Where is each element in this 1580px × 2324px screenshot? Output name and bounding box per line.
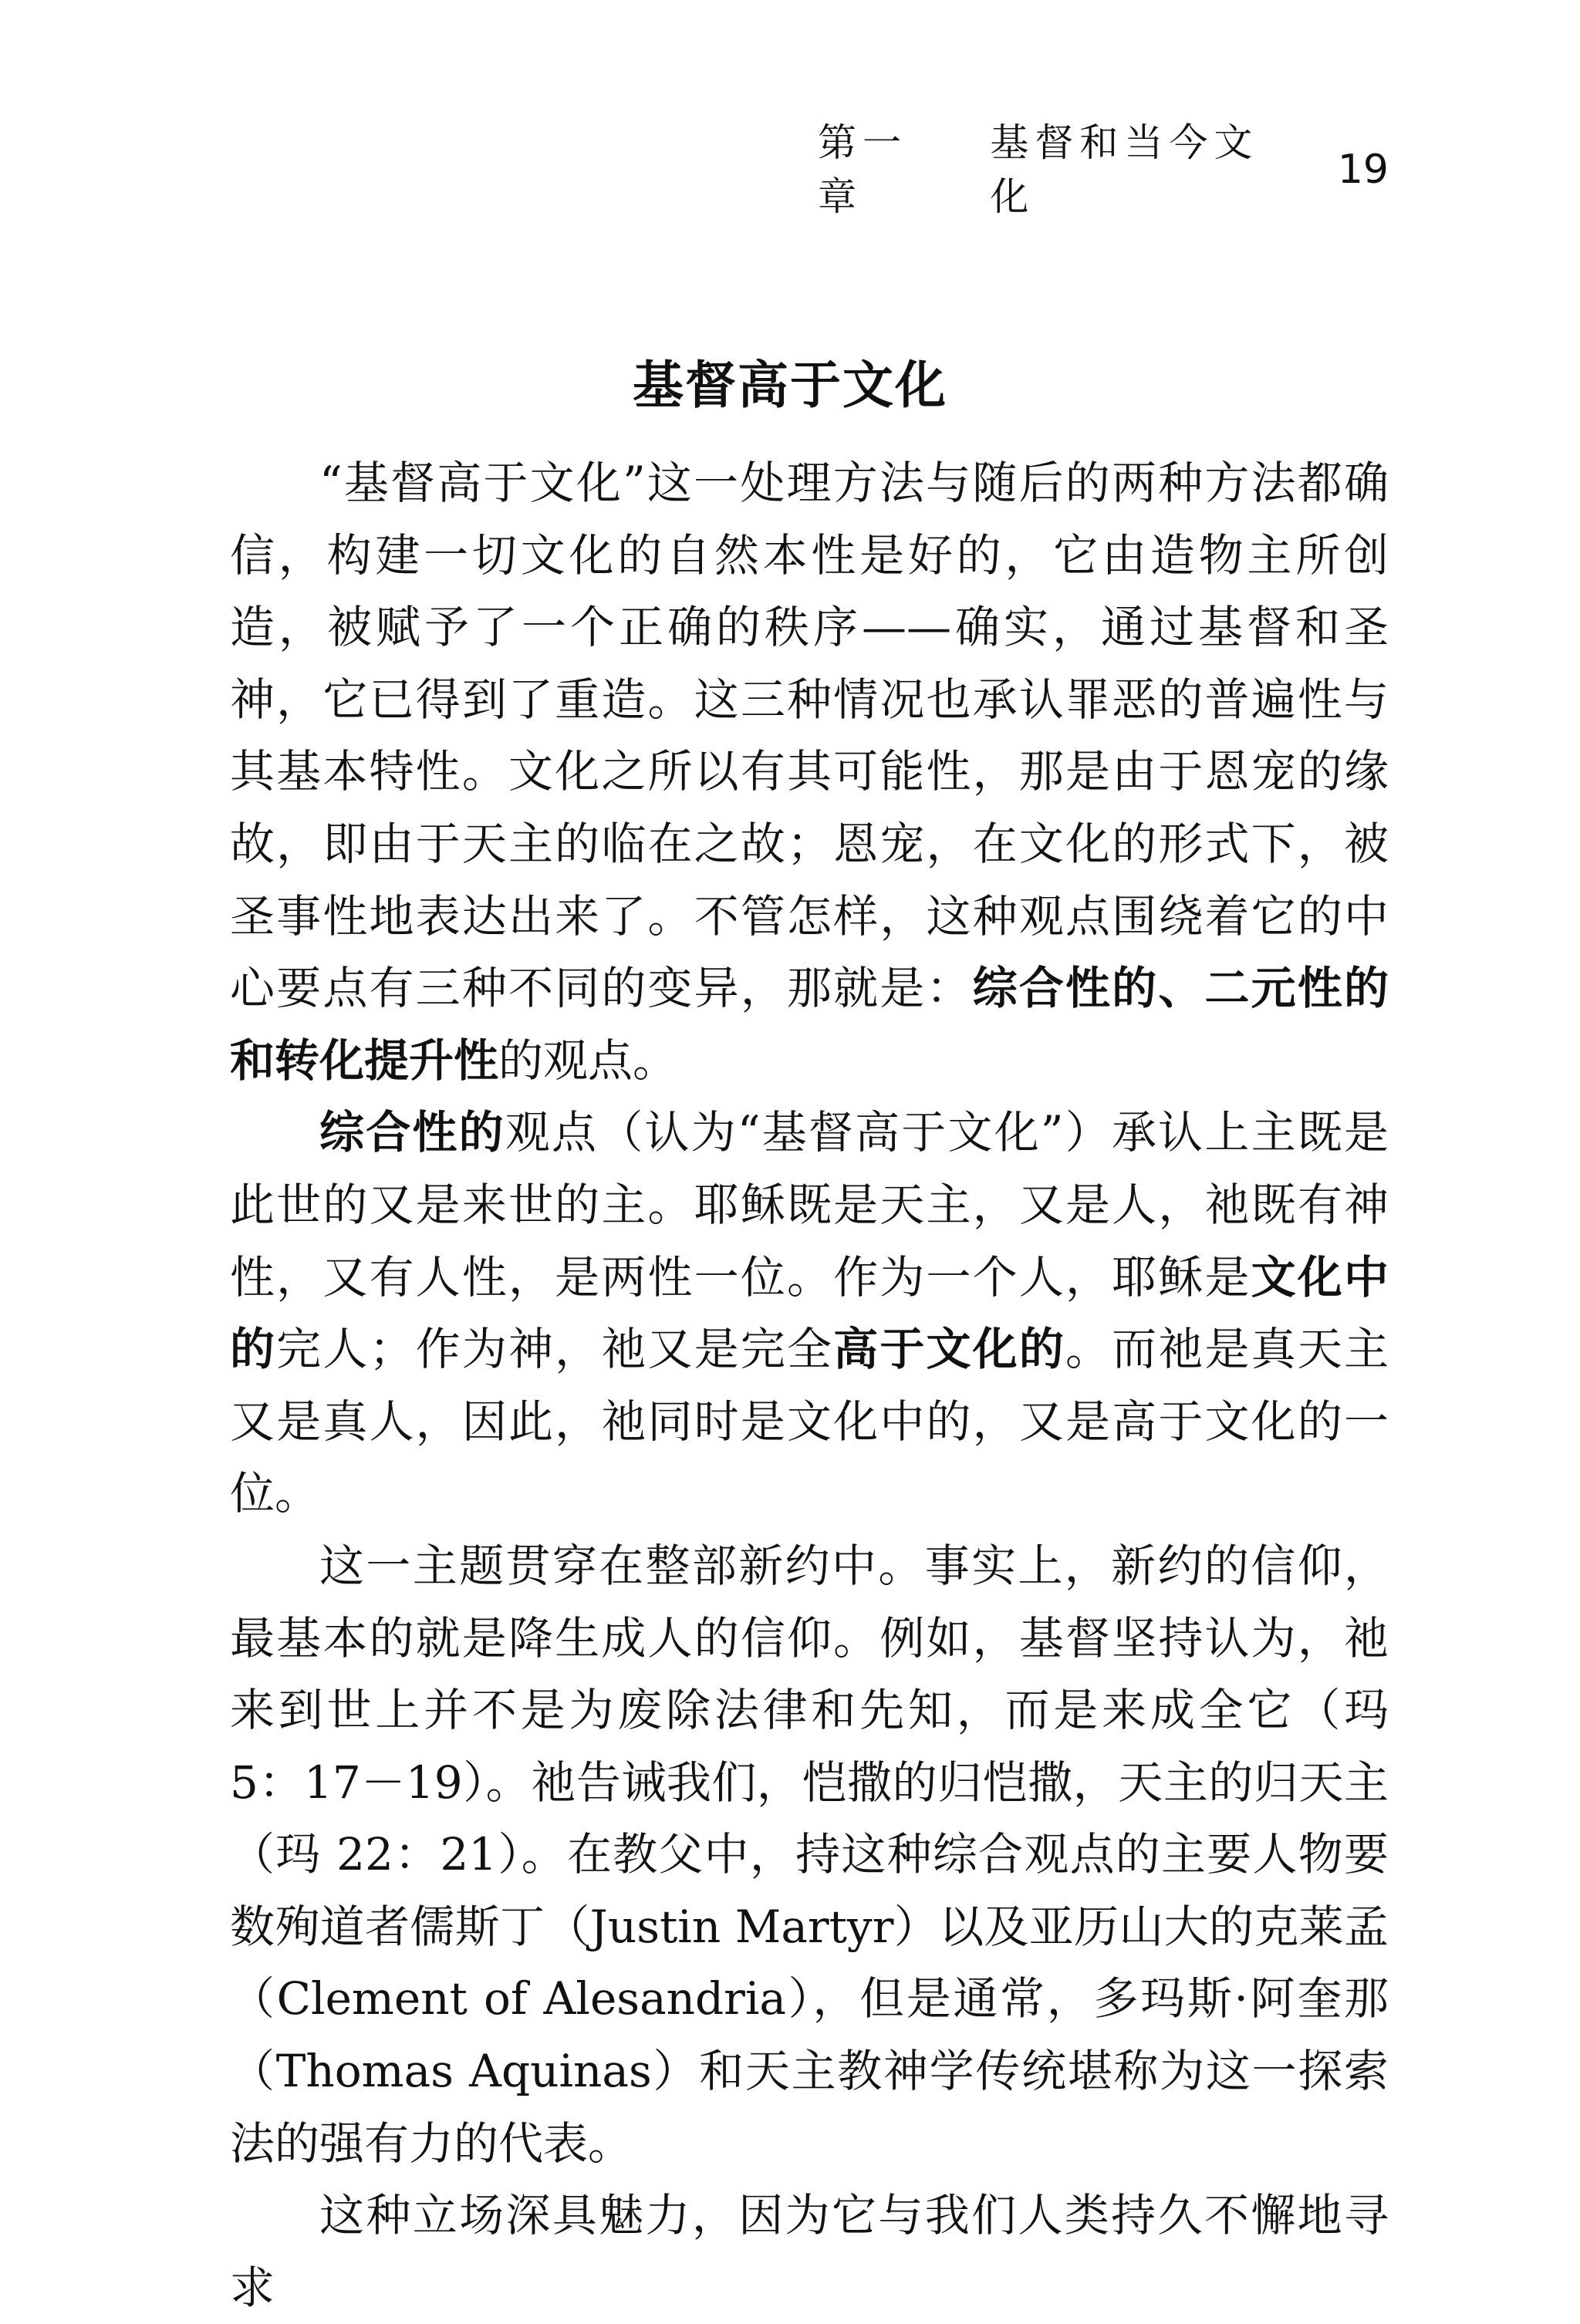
running-header [818, 116, 1389, 224]
paragraph-1-tail: 的观点。 [498, 1034, 678, 1087]
paragraph-1-text: “基督高于文化”这一处理方法与随后的两种方法都确信，构建一切文化的自然本性是好的，它由造物主所创造，被赋予了一个正确的秩序——确实，通过基督和圣神，它已得到了重造。这三种情况也承认罪恶的普遍性与其基本特性。文化之所以有其可能性，那是由于恩宠的缘故，即由于天主的临在之故；恩宠，在文化的形式下，被圣事性地表达出来了。不管怎样，这种观点围绕着它的中心要点有三种不同的变异，那就是： [230, 457, 1389, 1015]
chapter-label: 第一章 [818, 120, 907, 219]
paragraph-2 [230, 1097, 1389, 1530]
chapter-title: 基督和当今文化 [990, 120, 1259, 219]
body-text [230, 447, 1389, 2324]
page-number: 19 [1337, 147, 1389, 193]
paragraph-2-text-1: 观点（认为“基督高于文化”）承认上主既是此世的又是来世的主。耶稣既是天主，又是人，祂既有神性，又有人性，是两性一位。作为一个人，耶稣是 [230, 1106, 1389, 1304]
paragraph-2-emphasis-2: 文化中的 [230, 1250, 1389, 1376]
paragraph-3: 这一主题贯穿在整部新约中。事实上，新约的信仰，最基本的就是降生成人的信仰。例如，基督坚持认为，祂来到世上并不是为废除法律和先知，而是来成全它（玛 5：17－19）。祂告诫我们，恺撒的归恺撒，天主的归天主（玛 22：21）。在教父中，持这种综合观点的主要人物要数殉道者儒斯丁（Justin Martyr）以及亚历山大的克莱孟（Clement of Alesandria），但是通常，多玛斯·阿奎那（Thomas Aquinas）和天主教神学传统堪称为这一探索法的强有力的代表。 [230, 1539, 1389, 2170]
paragraph-1 [230, 447, 1389, 1097]
paragraph-2-text-2: 完人；作为神，祂又是完全 [276, 1323, 834, 1376]
paragraph-4: 这种立场深具魅力，因为它与我们人类持久不懈地寻求 [230, 2189, 1389, 2314]
section-title: 基督高于文化 [633, 355, 947, 415]
paragraph-2-emphasis-1: 综合性的 [319, 1106, 505, 1159]
paragraph-2-text-3: 。而祂是真天主又是真人，因此，祂同时是文化中的，又是高于文化的一位。 [230, 1323, 1389, 1520]
paragraph-2-emphasis-3: 高于文化的 [833, 1323, 1065, 1376]
paragraph-1-emphasis: 综合性的、二元性的和转化提升性 [230, 962, 1389, 1087]
